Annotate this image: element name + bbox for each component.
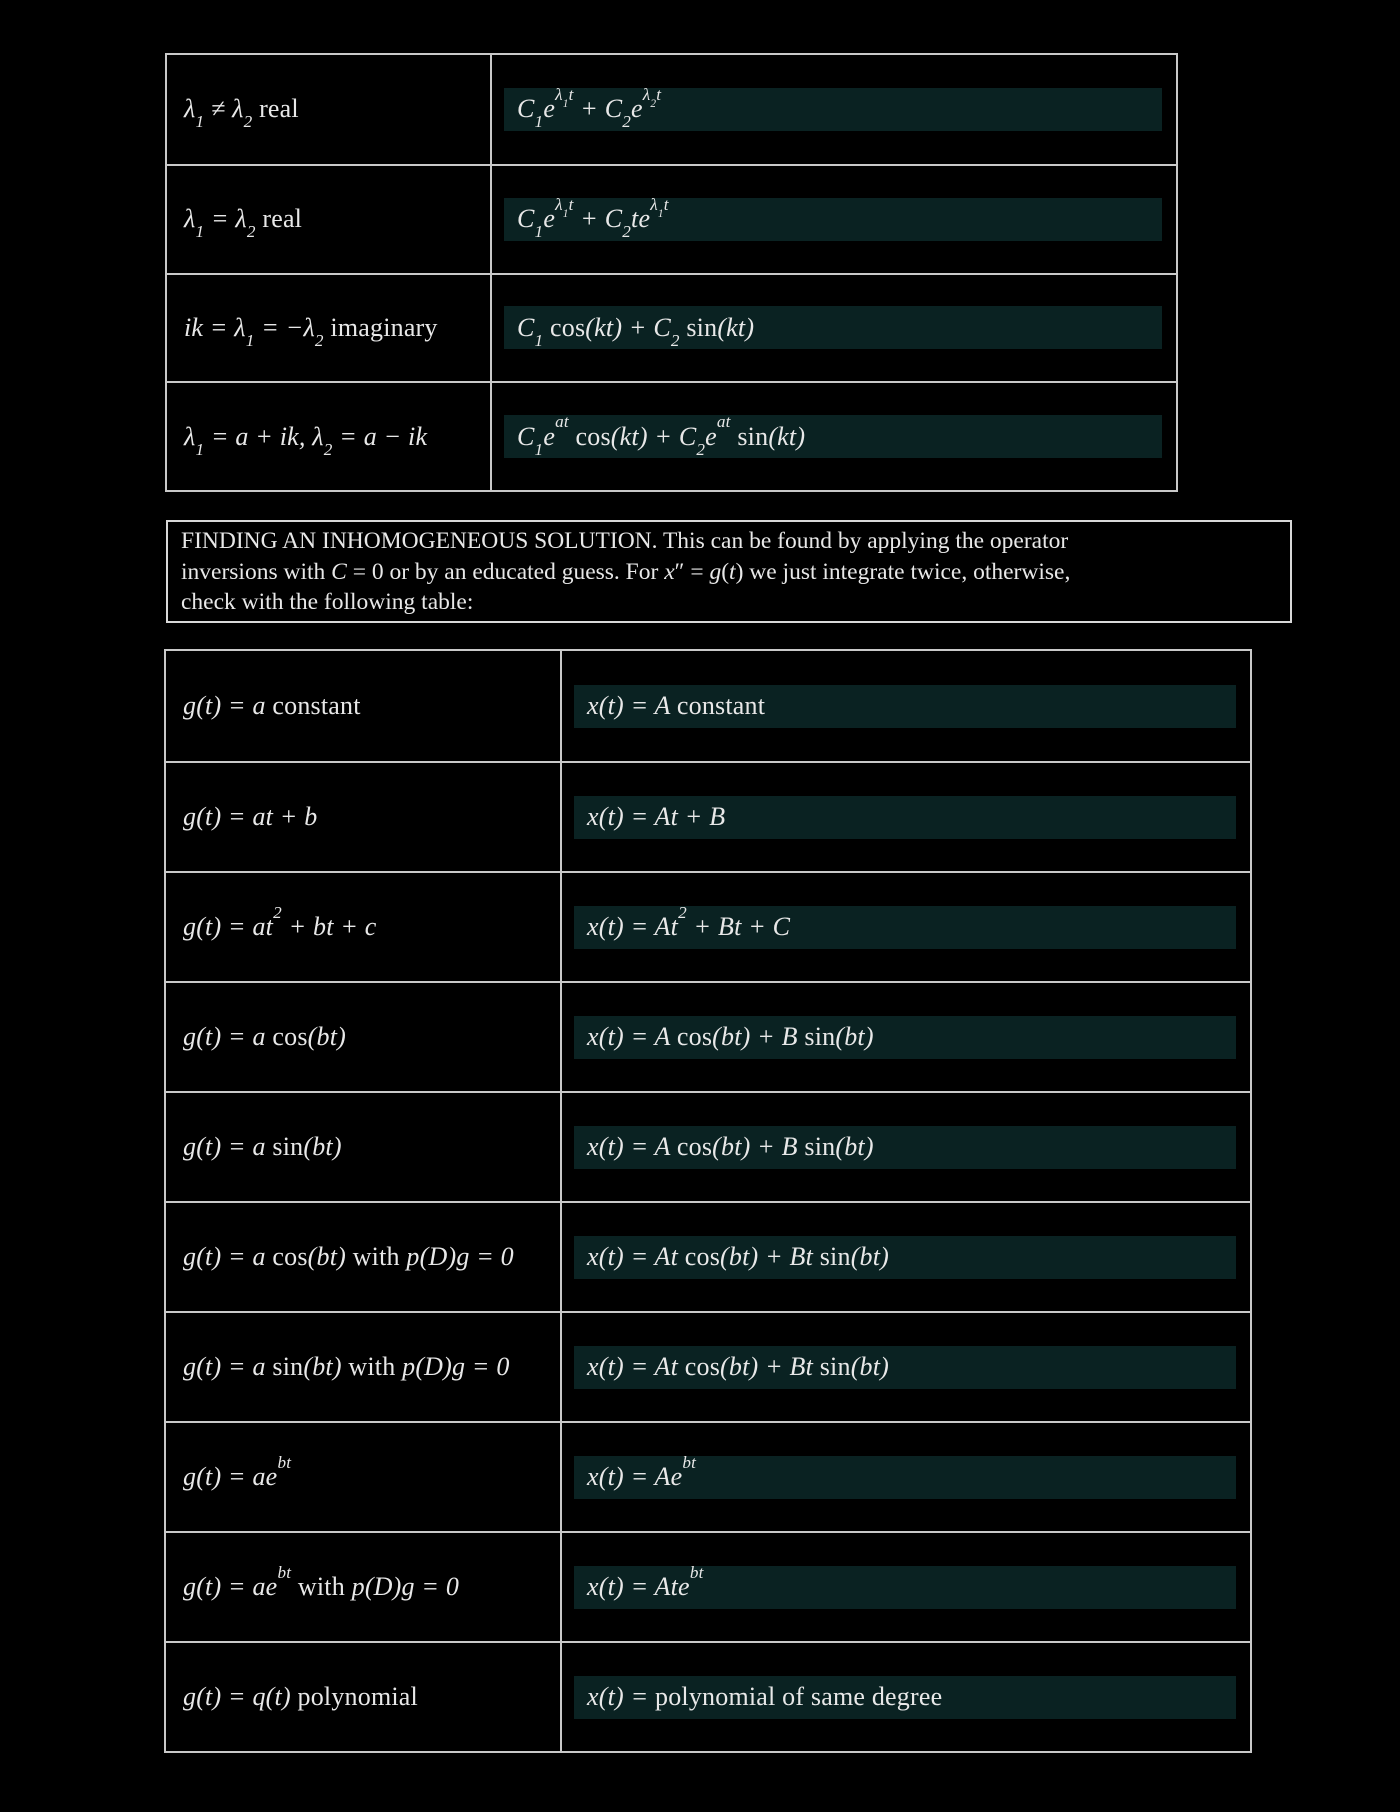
g-cell (166, 1641, 560, 1751)
g-label: g(t) = q(t) polynomial (183, 1682, 418, 1711)
x-cell (560, 761, 1250, 871)
formula-highlight (574, 1676, 1236, 1719)
solution-cell (490, 164, 1176, 273)
x-formula: x(t) = A cos(bt) + B sin(bt) (587, 1022, 874, 1051)
formula-highlight (504, 85, 1162, 132)
g-cell (166, 761, 560, 871)
x-cell (560, 981, 1250, 1091)
x-cell (560, 1311, 1250, 1421)
solution-cell (490, 381, 1176, 490)
g-label: $g(t) = at^2$ + bt + c (183, 902, 377, 941)
formula-highlight (574, 1236, 1236, 1279)
formula-highlight (504, 194, 1162, 242)
note-line: check with the following table: (181, 589, 474, 615)
case-cell (167, 164, 490, 273)
formula-highlight (574, 1452, 1236, 1499)
g-cell (166, 1311, 560, 1421)
x-cell (560, 1201, 1250, 1311)
case-label: ik = $\lambda_1 = -\lambda_2$ imaginary (184, 312, 438, 350)
homogeneous-solutions-table (165, 53, 1178, 492)
g-cell (166, 1531, 560, 1641)
solution-formula: $C_1$ $\cos(kt) + C_2$ sin(kt) (517, 312, 755, 350)
case-label: $\lambda_1 \ne \lambda_2$ real (184, 94, 299, 132)
g-label: g(t) = a cos(bt) with p(D)g = 0 (183, 1242, 514, 1271)
solution-cell (490, 273, 1176, 382)
case-label: $\lambda_1 = \lambda_2$ real (184, 204, 303, 242)
inhomogeneous-guess-table (164, 649, 1252, 1753)
case-label: $\lambda_1 = a$ + ik, $\lambda_2 = a$ − ik (184, 421, 428, 459)
x-formula: x(t) = A cos(bt) + B sin(bt) (587, 1132, 874, 1161)
x-formula: $x(t) = Ae^{bt}$ (587, 1452, 697, 1491)
g-cell (166, 651, 560, 761)
formula-highlight (574, 1346, 1236, 1389)
case-cell (167, 273, 490, 382)
x-formula: x(t) = At + B (587, 802, 726, 831)
solution-formula: $C_1e^{\lambda_1t} + C_2te^{\lambda_1t}$ (517, 194, 669, 242)
inhomogeneous-note-box (166, 520, 1292, 623)
x-formula: x(t) = A constant (587, 691, 766, 720)
g-label: g(t) = at + b (183, 802, 318, 831)
formula-highlight (574, 902, 1236, 949)
formula-highlight (574, 1126, 1236, 1169)
g-cell (166, 1421, 560, 1531)
x-formula: x(t) = polynomial of same degree (587, 1682, 943, 1711)
g-label: $g(t) = ae^{bt}$ (183, 1452, 292, 1491)
x-cell (560, 1091, 1250, 1201)
g-label: g(t) = a sin(bt) (183, 1132, 342, 1161)
x-formula: x(t) = At cos(bt) + Bt sin(bt) (587, 1352, 890, 1381)
formula-highlight (504, 412, 1162, 459)
case-cell (167, 381, 490, 490)
g-cell (166, 871, 560, 981)
x-cell (560, 651, 1250, 761)
x-formula: x(t) = Ate$^{bt}$ (587, 1562, 704, 1601)
formula-highlight (574, 1562, 1236, 1609)
g-label: g(t) = a sin(bt) with p(D)g = 0 (183, 1352, 510, 1381)
solution-cell (490, 55, 1176, 164)
x-cell (560, 1421, 1250, 1531)
x-formula: $x(t) = At^2 + Bt + C$ (587, 902, 791, 941)
case-cell (167, 55, 490, 164)
g-label: $g(t) = ae^{bt}$ with p(D)g = 0 (183, 1562, 460, 1601)
formula-highlight (504, 306, 1162, 349)
solution-formula: $C_1e^{at}$ $\cos(kt) + C_2e^{at}$ sin(kt) (517, 412, 806, 459)
formula-highlight (574, 1016, 1236, 1059)
x-formula: x(t) = At cos(bt) + Bt sin(bt) (587, 1242, 890, 1271)
x-cell (560, 1641, 1250, 1751)
x-cell (560, 871, 1250, 981)
x-cell (560, 1531, 1250, 1641)
note-line: FINDING AN INHOMOGENEOUS SOLUTION. This can be found by applying the operator (181, 528, 1069, 554)
g-label: g(t) = a constant (183, 691, 361, 720)
formula-highlight (574, 796, 1236, 839)
g-cell (166, 1091, 560, 1201)
formula-highlight (574, 685, 1236, 728)
g-label: g(t) = a cos(bt) (183, 1022, 346, 1051)
g-cell (166, 1201, 560, 1311)
g-cell (166, 981, 560, 1091)
note-line: inversions with C = 0 or by an educated guess. For x″ = g(t) we just integrate twice, otherwise, (181, 558, 1071, 585)
solution-formula: $C_1e^{\lambda_1t} + C_2e^{\lambda_2t}$ (517, 85, 662, 132)
